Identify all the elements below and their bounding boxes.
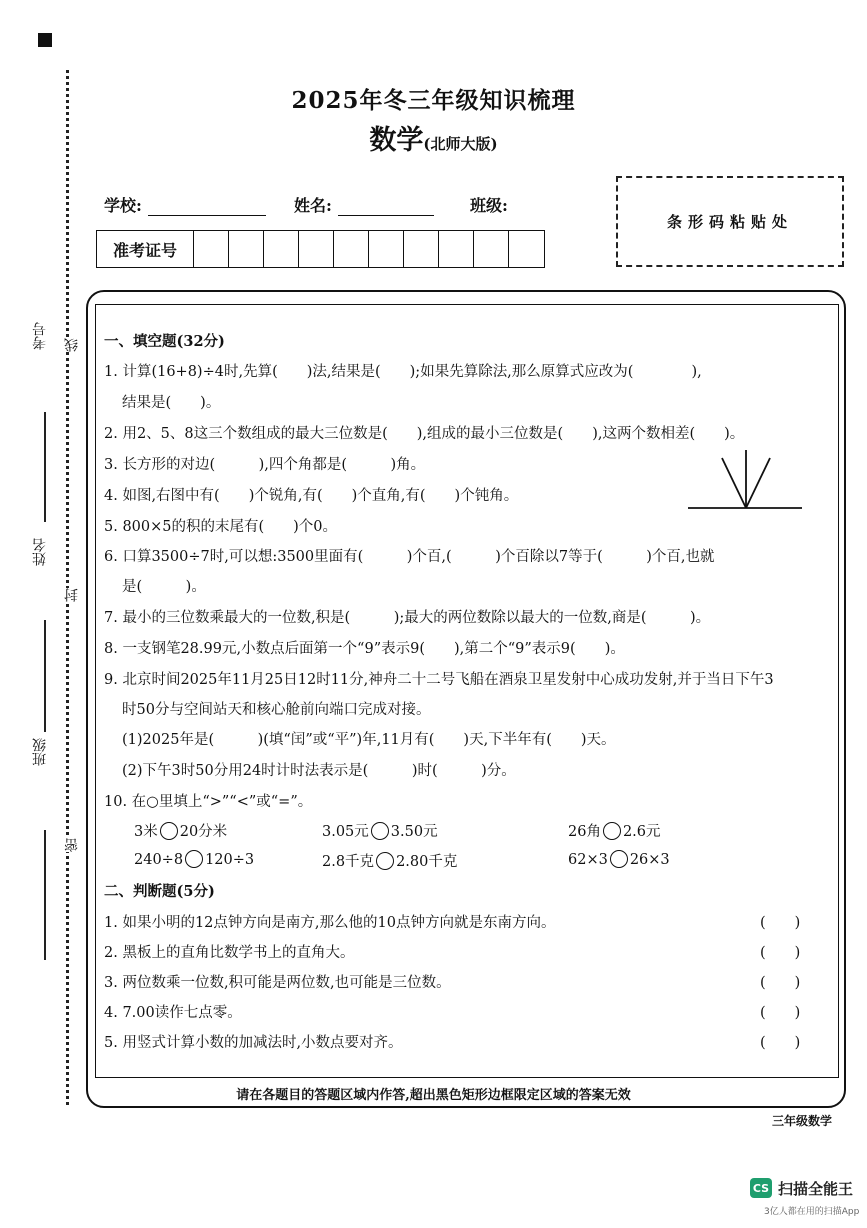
side-class-blank [44,620,46,732]
question-line: 9. 北京时间2025年11月25日12时11分,神舟二十二号飞船在酒泉卫星发射中心成功发射,并于当日下午3 [104,672,774,688]
class-field [470,193,508,216]
compare-left: 240÷8 [134,852,184,868]
compare-circle[interactable] [376,852,394,870]
angle-figure [686,446,804,512]
compare-item [134,820,227,841]
judgment-item: 3. 两位数乘一位数,积可能是两位数,也可能是三位数。 [104,975,451,991]
ticket-cell[interactable] [299,231,334,267]
compare-right: 2.6元 [622,824,661,840]
compare-left: 62×3 [568,852,608,868]
ticket-cell[interactable] [264,231,299,267]
compare-circle[interactable] [610,850,628,868]
side-extra-blank [44,830,46,960]
seal-text-mi: 密 [64,838,80,852]
edition-label: (北师大版) [423,135,498,153]
ticket-cell[interactable] [229,231,264,267]
side-name-blank [44,412,46,522]
judgment-item: 4. 7.00读作七点零。 [104,1005,242,1021]
barcode-area [616,176,844,267]
ticket-cell[interactable] [194,231,229,267]
section-heading-fill-blank: 一、填空题(32分) [104,333,225,350]
compare-right: 26×3 [629,852,670,868]
ticket-cell[interactable] [509,231,544,267]
compare-item [568,850,670,868]
question-line: 1. 计算(16+8)÷4时,先算( )法,结果是( );如果先算除法,那么原算式应改为( ), [104,364,702,380]
question-line: (1)2025年是( )(填“闰”或“平”)年,11月有( )天,下半年有( )天。 [122,732,616,748]
judgment-answer-box[interactable]: ( ) [760,975,801,991]
school-label: 学校: [104,196,142,215]
name-label: 姓名: [294,196,332,215]
ticket-cell[interactable] [474,231,509,267]
school-blank[interactable] [148,197,266,216]
question-line: 5. 800×5的积的末尾有( )个0。 [104,519,338,535]
compare-item [322,850,457,871]
compare-right: 2.80千克 [396,854,458,870]
question-line: 结果是( )。 [122,395,221,411]
ticket-label: 准考证号 [97,231,194,267]
name-blank[interactable] [338,197,434,216]
compare-circle[interactable] [160,822,178,840]
question-line: 7. 最小的三位数乘最大的一位数,积是( );最大的两位数除以最大的一位数,商是( )。 [104,610,711,626]
ticket-cell[interactable] [334,231,369,267]
judgment-answer-box[interactable]: ( ) [760,1005,801,1021]
judgment-answer-box[interactable]: ( ) [760,915,801,931]
seal-text-seal: 封 [64,588,80,602]
seal-text-line: 线 [64,338,80,352]
subject-title [0,118,867,157]
compare-circle[interactable] [371,822,389,840]
compare-item [568,820,661,841]
question-line: 2. 用2、5、8这三个数组成的最大三位数是( ),组成的最小三位数是( ),这两个数相差( )。 [104,426,745,442]
compare-right: 3.50元 [390,824,438,840]
compare-left: 26角 [568,824,601,840]
judgment-item: 2. 黑板上的直角比数学书上的直角大。 [104,945,355,961]
question-line: 是( )。 [122,579,206,595]
judgment-item: 5. 用竖式计算小数的加减法时,小数点要对齐。 [104,1035,403,1051]
compare-left: 3米 [134,824,158,840]
camscanner-tagline: 3亿人都在用的扫描App [764,1207,860,1217]
section-heading-true-false: 二、判断题(5分) [104,883,215,900]
judgment-answer-box[interactable]: ( ) [760,1035,801,1051]
name-field [294,193,434,216]
compare-right: 20分米 [179,824,228,840]
camscanner-name: 扫描全能王 [778,1180,854,1198]
question-line: 8. 一支钢笔28.99元,小数点后面第一个“9”表示9( ),第二个“9”表示9( )。 [104,641,625,657]
compare-item [134,850,254,868]
question-line: 6. 口算3500÷7时,可以想:3500里面有( )个百,( )个百除以7等于( )个百,也就 [104,549,715,565]
question-line: 时50分与空间站天和核心舱前向端口完成对接。 [122,702,431,718]
subject-name: 数学 [369,125,424,156]
question-line: 3. 长方形的对边( ),四个角都是( )角。 [104,457,426,473]
compare-item [322,820,438,841]
compare-circle[interactable] [185,850,203,868]
class-label: 班级: [470,196,508,215]
ticket-number-grid [96,230,545,268]
compare-right: 120÷3 [205,852,255,868]
judgment-answer-box[interactable]: ( ) [760,945,801,961]
ticket-cell[interactable] [404,231,439,267]
corner-marker [38,33,52,47]
barcode-label: 条形码粘贴处 [666,213,793,231]
answer-area-notice: 请在各题目的答题区域内作答,超出黑色矩形边框限定区域的答案无效 [236,1088,631,1103]
compare-left: 3.05元 [322,824,369,840]
ticket-cell[interactable] [439,231,474,267]
side-class-label: 班级 [32,738,48,766]
compare-left: 2.8千克 [322,854,375,870]
judgment-item: 1. 如果小明的12点钟方向是南方,那么他的10点钟方向就是东南方向。 [104,915,556,931]
side-name-label: 姓名 [32,538,48,566]
camscanner-logo-icon: CS [750,1178,772,1198]
school-field [104,193,266,216]
question-line: 10. 在○里填上“>”“<”或“=”。 [104,794,313,810]
ticket-cell[interactable] [369,231,404,267]
page-title: 2025年冬三年级知识梳理 [291,87,576,114]
question-line: (2)下午3时50分用24时计时法表示是( )时( )分。 [122,763,516,779]
compare-circle[interactable] [603,822,621,840]
question-line: 4. 如图,右图中有( )个锐角,有( )个直角,有( )个钝角。 [104,488,519,504]
page-tag: 三年级数学 [772,1114,833,1128]
side-exam-no-label: 考号 [32,322,48,350]
